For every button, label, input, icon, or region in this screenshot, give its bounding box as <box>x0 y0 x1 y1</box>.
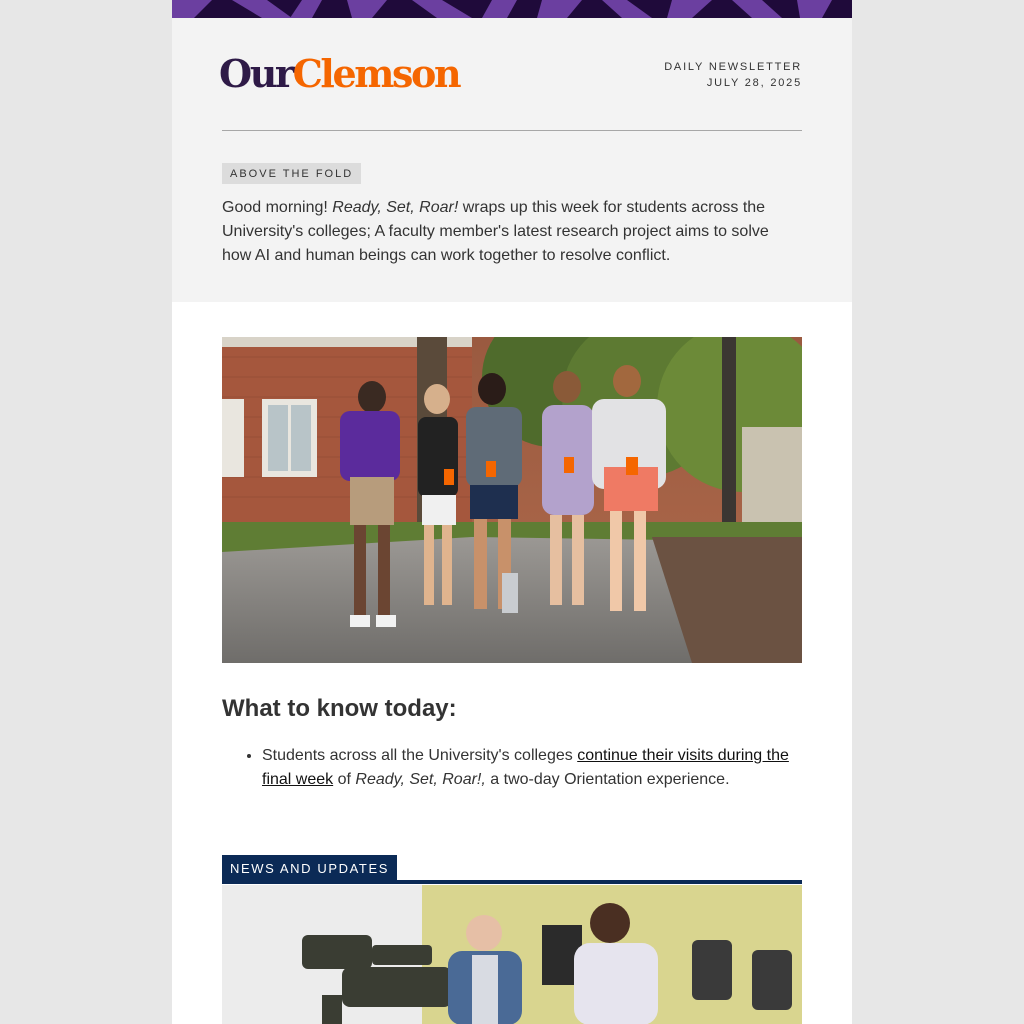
item-prefix: Students across all the University's colleges <box>262 747 578 764</box>
news-photo-icon[interactable] <box>222 885 802 1024</box>
tiger-stripe-banner <box>172 0 852 18</box>
issue-date: JULY 28, 2025 <box>706 77 802 89</box>
what-to-know-heading: What to know today: <box>222 695 457 722</box>
main-content <box>172 302 852 1024</box>
above-the-fold-tag: ABOVE THE FOLD <box>222 163 361 184</box>
logo-clemson: Clemson <box>292 51 460 96</box>
brand-row <box>219 18 802 130</box>
intro-lead: Good morning! <box>222 199 333 216</box>
news-and-updates-tag: NEWS AND UPDATES <box>222 855 397 880</box>
ourclemson-logo[interactable] <box>219 50 459 98</box>
issue-info <box>664 59 802 91</box>
intro-event: Ready, Set, Roar! <box>332 199 459 216</box>
masthead <box>172 18 852 302</box>
divider <box>222 130 802 131</box>
intro-paragraph <box>222 196 802 268</box>
hero-photo-icon[interactable] <box>222 337 802 663</box>
final-week-link[interactable]: continue their visits during the final week <box>262 747 789 788</box>
item-event: Ready, Set, Roar!, <box>355 771 486 788</box>
logo-our: Our <box>219 51 293 96</box>
what-to-know-list <box>222 744 802 792</box>
newsletter-email <box>172 0 852 1024</box>
intro-rest: wraps up this week for students across the University's colleges; A faculty member's latest research project aims to solve how AI and human beings can work together to resolve conflict. <box>222 199 769 264</box>
item-suffix: a two-day Orientation experience. <box>485 771 730 788</box>
newsletter-label: DAILY NEWSLETTER <box>664 61 802 73</box>
news-section-header <box>222 855 802 884</box>
list-item <box>262 744 802 792</box>
item-middle: of <box>333 771 356 788</box>
